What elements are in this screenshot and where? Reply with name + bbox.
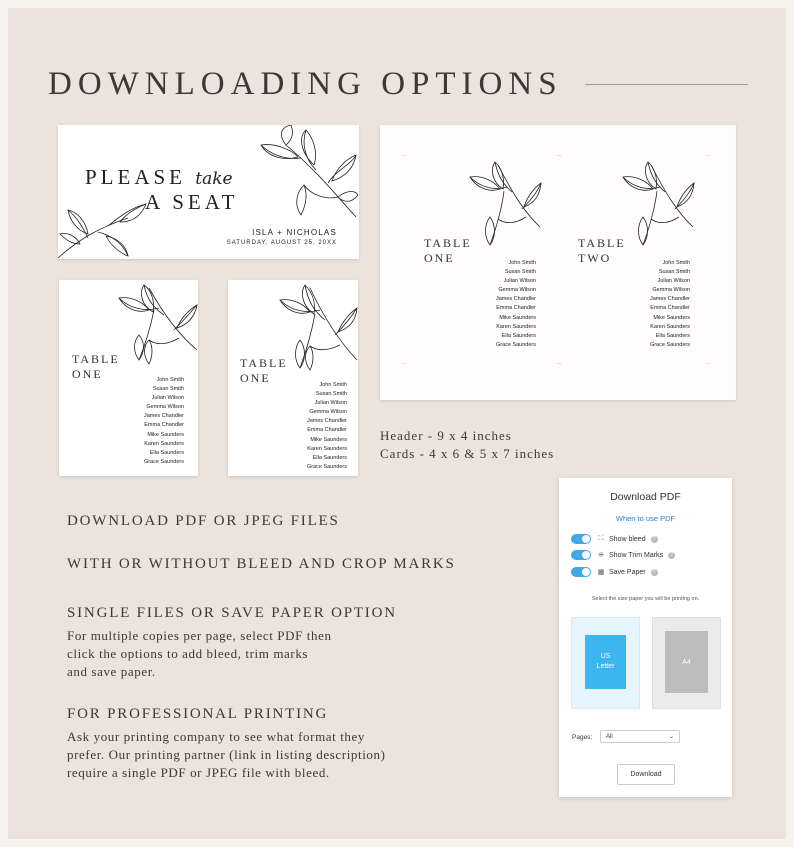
event-date: SATURDAY, AUGUST 25, 20XX — [226, 240, 337, 246]
guest-name: Grace Saunders — [649, 341, 690, 348]
option-label: Save Paper — [609, 568, 646, 576]
guest-name: Gemma Wilson — [498, 287, 536, 294]
pages-select-value: All — [606, 733, 613, 740]
header-line-2: A SEAT — [145, 190, 239, 214]
guest-name: John Smith — [662, 260, 690, 266]
crop-mark-icon — [557, 363, 563, 369]
show-trim-marks-toggle[interactable] — [571, 550, 591, 560]
guest-name: Emma Chandler — [650, 305, 690, 312]
guest-name: Susan Smith — [315, 391, 347, 398]
us-letter-paper: US Letter — [585, 635, 626, 689]
leaf-branch-icon — [109, 280, 198, 368]
guest-name: James Chandler — [306, 418, 347, 425]
leaf-branch-icon — [256, 125, 359, 220]
guest-name: Julian Wilson — [314, 400, 347, 407]
grid-icon: ▦ — [597, 569, 605, 576]
guest-name: Emma Chandler — [496, 305, 536, 312]
save-paper-toggle[interactable] — [571, 567, 591, 577]
crop-mark-icon — [402, 155, 408, 161]
guest-name: Grace Saunders — [143, 458, 184, 465]
option-save-paper — [571, 567, 658, 577]
size-specs — [380, 427, 554, 463]
guest-name: Julian Wilson — [503, 278, 536, 285]
table-card-5x7-preview — [228, 280, 358, 476]
page-title: DOWNLOADING OPTIONS — [48, 66, 563, 102]
section-save-paper-body: For multiple copies per page, select PDF then click the options to add bleed, trim marks and save paper. — [67, 628, 332, 679]
table-card-4x6-preview — [59, 280, 198, 476]
guest-name: Karen Saunders — [307, 445, 347, 452]
option-show-bleed — [571, 534, 658, 544]
table-name: TABLE ONE — [240, 356, 288, 385]
crop-mark-icon — [705, 363, 711, 369]
paper-size-note: Select the size paper you will be printing on. — [591, 596, 700, 602]
section-download-files: DOWNLOAD PDF OR JPEG FILES — [67, 513, 340, 529]
paper-size-us-letter[interactable] — [571, 617, 640, 709]
section-professional-body: Ask your printing company to see what format they prefer. Our printing partner (link in listing description) require a single PDF or JPEG file with bleed. — [67, 729, 386, 780]
help-icon[interactable]: ? — [651, 536, 658, 543]
cards-size-spec: Cards - 4 x 6 & 5 x 7 inches — [380, 446, 555, 461]
download-button[interactable]: Download — [617, 764, 675, 785]
guest-name: Ella Saunders — [501, 332, 536, 339]
guest-list — [614, 259, 690, 350]
guest-name: James Chandler — [649, 296, 690, 303]
guest-name: Susan Smith — [504, 269, 536, 276]
guest-name: Karen Saunders — [650, 323, 690, 330]
guest-name: Mike Saunders — [147, 431, 184, 438]
header-size-spec: Header - 9 x 4 inches — [380, 428, 512, 443]
help-icon[interactable]: ? — [668, 552, 675, 559]
guest-name: Emma Chandler — [144, 422, 184, 429]
guest-name: Karen Saunders — [144, 440, 184, 447]
crop-mark-icon — [557, 155, 563, 161]
table-name: TABLE ONE — [424, 236, 472, 265]
save-paper-sheet-preview — [380, 125, 736, 400]
guest-name: John Smith — [508, 260, 536, 266]
section-save-paper-title: SINGLE FILES OR SAVE PAPER OPTION — [67, 605, 397, 621]
crop-mark-icon — [402, 363, 408, 369]
section-professional-title: FOR PROFESSIONAL PRINTING — [67, 706, 329, 722]
guest-list — [144, 376, 184, 467]
guest-name: Susan Smith — [152, 386, 184, 393]
guest-name: Gemma Wilson — [146, 404, 184, 411]
header-card-preview — [58, 125, 359, 259]
leaf-branch-icon — [615, 157, 695, 249]
guest-name: John Smith — [319, 382, 347, 388]
pages-label: Pages: — [572, 734, 593, 741]
guest-name: Julian Wilson — [657, 278, 690, 285]
guest-name: Mike Saunders — [653, 314, 690, 321]
panel-title: Download PDF — [610, 491, 681, 503]
guest-name: James Chandler — [495, 296, 536, 303]
guest-name: Ella Saunders — [655, 332, 690, 339]
guest-name: John Smith — [156, 377, 184, 383]
crop-mark-icon — [705, 155, 711, 161]
pages-select[interactable] — [600, 730, 680, 743]
guest-name: Julian Wilson — [151, 395, 184, 402]
title-divider — [585, 84, 748, 85]
leaf-branch-icon — [462, 157, 542, 249]
guest-name: James Chandler — [143, 413, 184, 420]
guest-name: Karen Saunders — [496, 323, 536, 330]
guest-name: Ella Saunders — [312, 454, 347, 461]
expand-icon: ⛶ — [598, 535, 604, 542]
guest-name: Emma Chandler — [307, 427, 347, 434]
guest-name: Susan Smith — [658, 269, 690, 276]
when-to-use-pdf-link[interactable]: When to use PDF — [615, 514, 676, 523]
option-label: Show Trim Marks — [609, 551, 664, 559]
paper-size-a4[interactable] — [652, 617, 721, 709]
help-icon[interactable]: ? — [651, 569, 658, 576]
guest-list — [307, 381, 347, 472]
guest-name: Mike Saunders — [499, 314, 536, 321]
table-name: TABLE ONE — [72, 352, 120, 381]
guest-name: Grace Saunders — [495, 341, 536, 348]
leaf-branch-icon — [58, 200, 148, 259]
guest-name: Ella Saunders — [149, 449, 184, 456]
table-name: TABLE TWO — [578, 236, 626, 265]
guest-name: Gemma Wilson — [309, 409, 347, 416]
guest-name: Mike Saunders — [310, 436, 347, 443]
show-bleed-toggle[interactable] — [571, 534, 591, 544]
couple-names: ISLA + NICHOLAS — [252, 228, 337, 237]
guest-name: Gemma Wilson — [652, 287, 690, 294]
option-label: Show bleed — [609, 535, 646, 543]
chevron-down-icon: ⌄ — [668, 734, 674, 740]
download-pdf-panel — [559, 478, 732, 797]
guest-list — [460, 259, 536, 350]
option-show-trim-marks — [571, 550, 675, 560]
section-bleed-crop: WITH OR WITHOUT BLEED AND CROP MARKS — [67, 556, 456, 572]
a4-paper: A4 — [665, 631, 708, 693]
crop-marks-icon: ⁜ — [598, 552, 604, 559]
guest-name: Grace Saunders — [306, 463, 347, 470]
header-line-1: PLEASE take — [85, 165, 233, 189]
